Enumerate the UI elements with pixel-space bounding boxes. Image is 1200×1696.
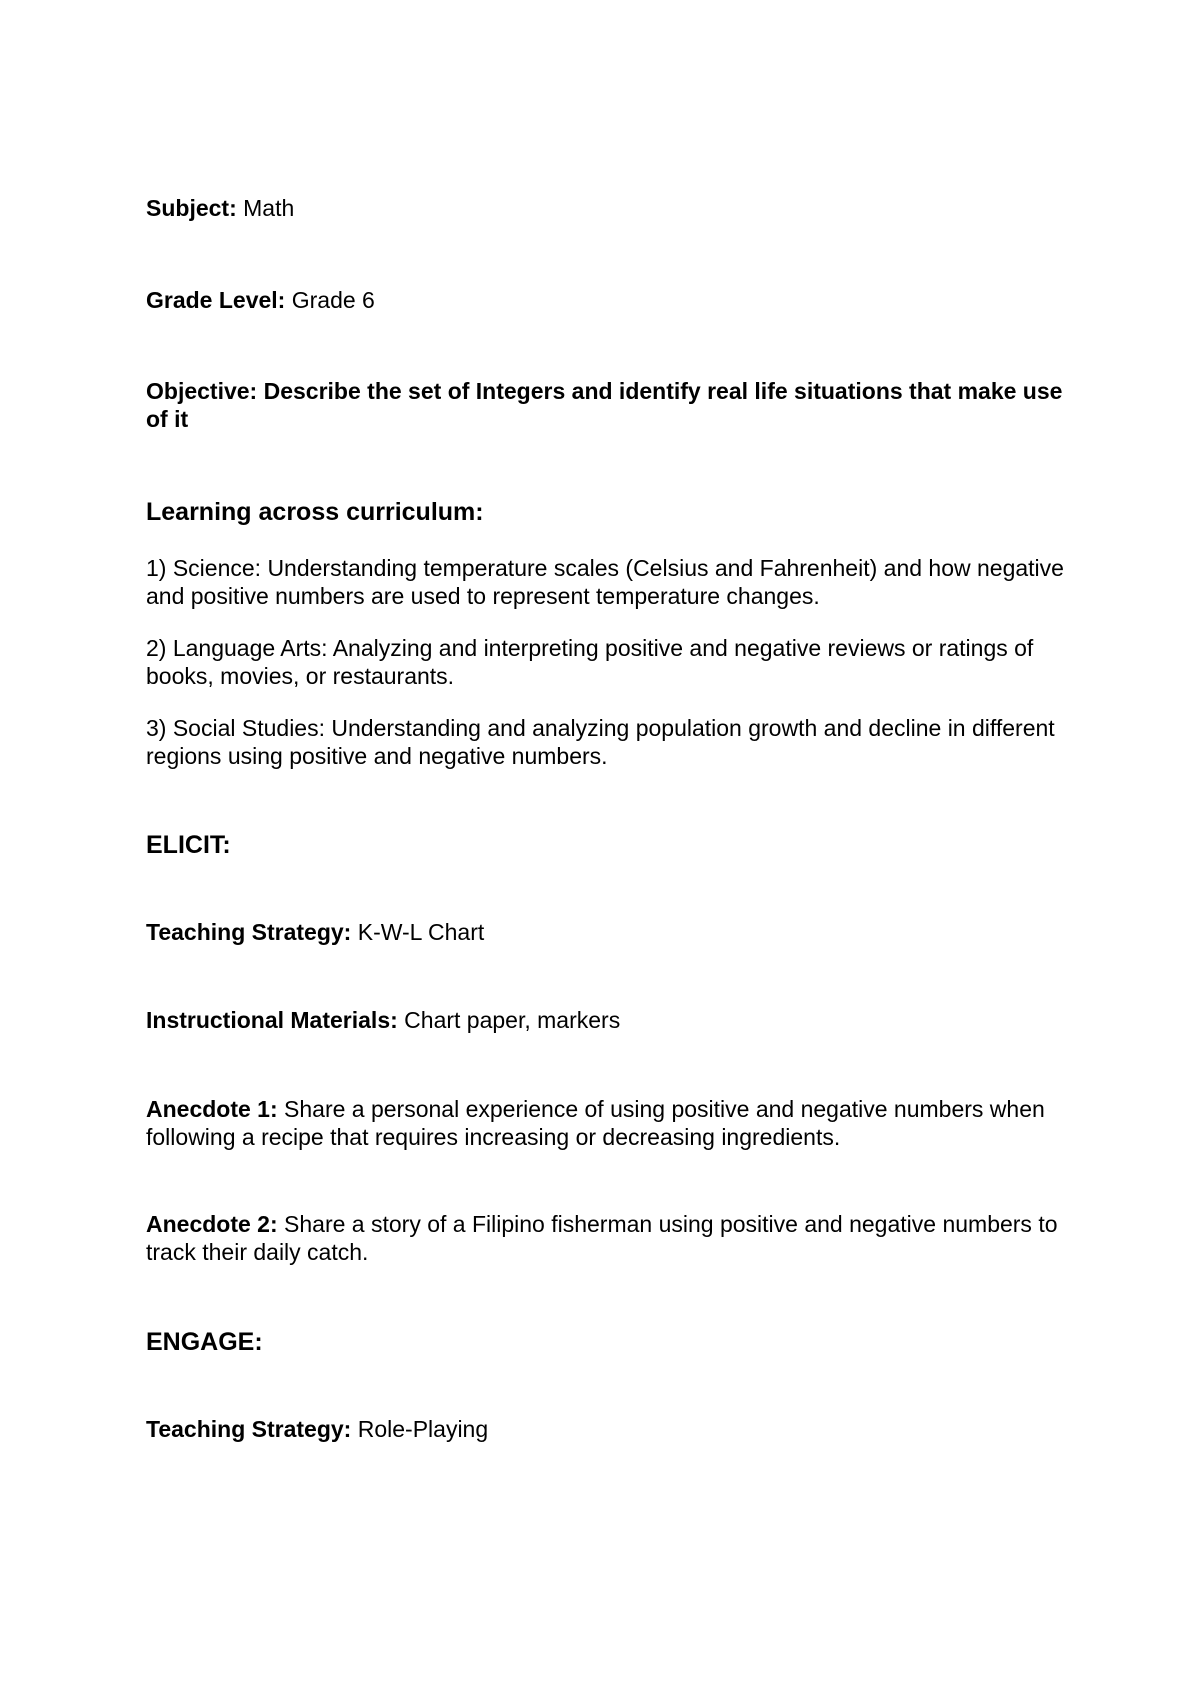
elicit-teaching-strategy-label: Teaching Strategy: [146, 919, 352, 945]
anecdote-2-label: Anecdote 2: [146, 1211, 278, 1237]
instructional-materials-line [146, 1006, 1076, 1034]
grade-level-line [146, 286, 1076, 314]
elicit-teaching-strategy-value: K-W-L Chart [357, 919, 485, 945]
engage-teaching-strategy-line [146, 1415, 1076, 1443]
subject-line [146, 194, 1076, 222]
anecdote-1-label: Anecdote 1: [146, 1096, 278, 1122]
engage-teaching-strategy-label: Teaching Strategy: [146, 1416, 352, 1442]
objective-value: Describe the set of Integers and identify real life situations that make use of it [146, 378, 1063, 432]
engage-heading: ENGAGE: [146, 1328, 263, 1356]
learning-item-social-studies: 3) Social Studies: Understanding and analyzing population growth and decline in different regions using positive and negative numbers. [146, 715, 1055, 769]
engage-teaching-strategy-value: Role-Playing [357, 1416, 489, 1442]
grade-level-label: Grade Level: [146, 287, 286, 313]
objective-label: Objective: [146, 378, 258, 404]
instructional-materials-label: Instructional Materials: [146, 1007, 398, 1033]
anecdote-2-line [146, 1210, 1076, 1266]
anecdote-1-value: Share a personal experience of using positive and negative numbers when following a recipe that requires increasing or decreasing ingredients. [146, 1096, 1045, 1150]
objective-line [146, 377, 1076, 433]
learning-item-language-arts: 2) Language Arts: Analyzing and interpreting positive and negative reviews or ratings of books, movies, or restaurants. [146, 635, 1034, 689]
elicit-teaching-strategy-line [146, 918, 1076, 946]
subject-label: Subject: [146, 195, 237, 221]
anecdote-1-line [146, 1095, 1076, 1151]
grade-level-value: Grade 6 [291, 287, 375, 313]
learning-across-curriculum-heading: Learning across curriculum: [146, 498, 484, 526]
instructional-materials-value: Chart paper, markers [404, 1007, 621, 1033]
anecdote-2-value: Share a story of a Filipino fisherman using positive and negative numbers to track their daily catch. [146, 1211, 1058, 1265]
subject-value: Math [243, 195, 295, 221]
elicit-heading: ELICIT: [146, 831, 231, 859]
learning-item-science: 1) Science: Understanding temperature scales (Celsius and Fahrenheit) and how negative and positive numbers are used to represent temperature changes. [146, 555, 1064, 609]
